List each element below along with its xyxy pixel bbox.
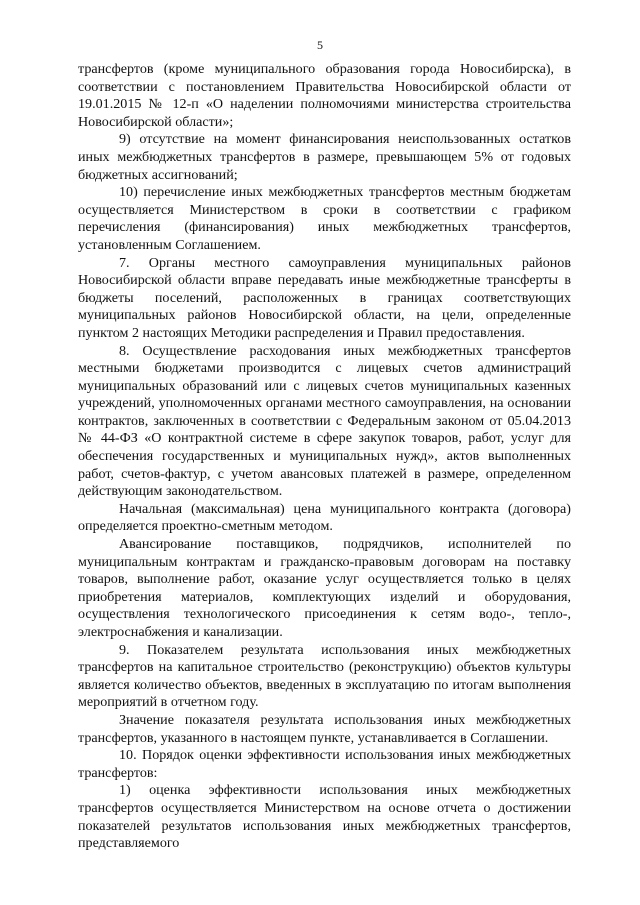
paragraph-clause-8: 8. Осуществление расходования иных межбюджетных трансфертов местными бюджетами производится с лицевых счетов администраций муниципальных образований или с лицевых счетов муниципальных казенных учреждений, уполномоченных органами местного самоуправления, на основании контрактов, заключенных в соответствии с Федеральным законом от 05.04.2013 № 44-ФЗ «О контрактной системе в сфере закупок товаров, работ, услуг для обеспечения государственных и муниципальных нужд», актов выполненных работ, счетов-фактур, с учетом авансовых платежей в размере, определенном действующим законодательством. <box>78 342 571 500</box>
document-body <box>78 61 571 853</box>
page-number: 5 <box>317 38 323 52</box>
paragraph-item-10: 10) перечисление иных межбюджетных трансфертов местным бюджетам осуществляется Министерством в сроки в соответствии с графиком перечисления (финансирования) иных межбюджетных трансфертов, установленным Соглашением. <box>78 184 571 253</box>
paragraph-clause-10-item-1: 1) оценка эффективности использования иных межбюджетных трансфертов осуществляется Министерством на основе отчета о достижении показателей результатов использования иных межбюджетных трансфертов, представляемого <box>78 782 571 852</box>
paragraph-clause-7: 7. Органы местного самоуправления муниципальных районов Новосибирской области вправе передавать иные межбюджетные трансферты в бюджеты поселений, расположенных в границах соответствующих муниципальных районов Новосибирской области, на цели, определенные пунктом 2 настоящих Методики распределения и Правил предоставления. <box>78 254 571 341</box>
paragraph-continuation: трансфертов (кроме муниципального образования города Новосибирска), в соответствии с постановлением Правительства Новосибирской области от 19.01.2015 № 12-п «О наделении полномочиями министерства строительства Новосибирской области»; <box>78 61 571 130</box>
paragraph-item-9: 9) отсутствие на момент финансирования неиспользованных остатков иных межбюджетных трансфертов в размере, превышающем 5% от годовых бюджетных ассигнований; <box>78 131 571 183</box>
paragraph-clause-10: 10. Порядок оценки эффективности использования иных межбюджетных трансфертов: <box>78 747 571 781</box>
paragraph-initial-price: Начальная (максимальная) цена муниципального контракта (договора) определяется проектно-сметным методом. <box>78 500 571 535</box>
paragraph-clause-9: 9. Показателем результата использования иных межбюджетных трансфертов на капитальное строительство (реконструкцию) объектов культуры является количество объектов, введенных в эксплуатацию по итогам выполнения мероприятий в отчетном году. <box>78 641 571 711</box>
paragraph-advance-payment: Авансирование поставщиков, подрядчиков, исполнителей по муниципальным контрактам и гражданско-правовым договорам на поставку товаров, выполнение работ, оказание услуг осуществляется только в целях приобретения материалов, комплектующих изделий и оборудования, осуществления технологического присоединения к сетям водо-, тепло-, электроснабжения и канализации. <box>78 536 571 640</box>
paragraph-indicator-value: Значение показателя результата использования иных межбюджетных трансфертов, указанного в настоящем пункте, устанавливается в Соглашении. <box>78 711 571 746</box>
